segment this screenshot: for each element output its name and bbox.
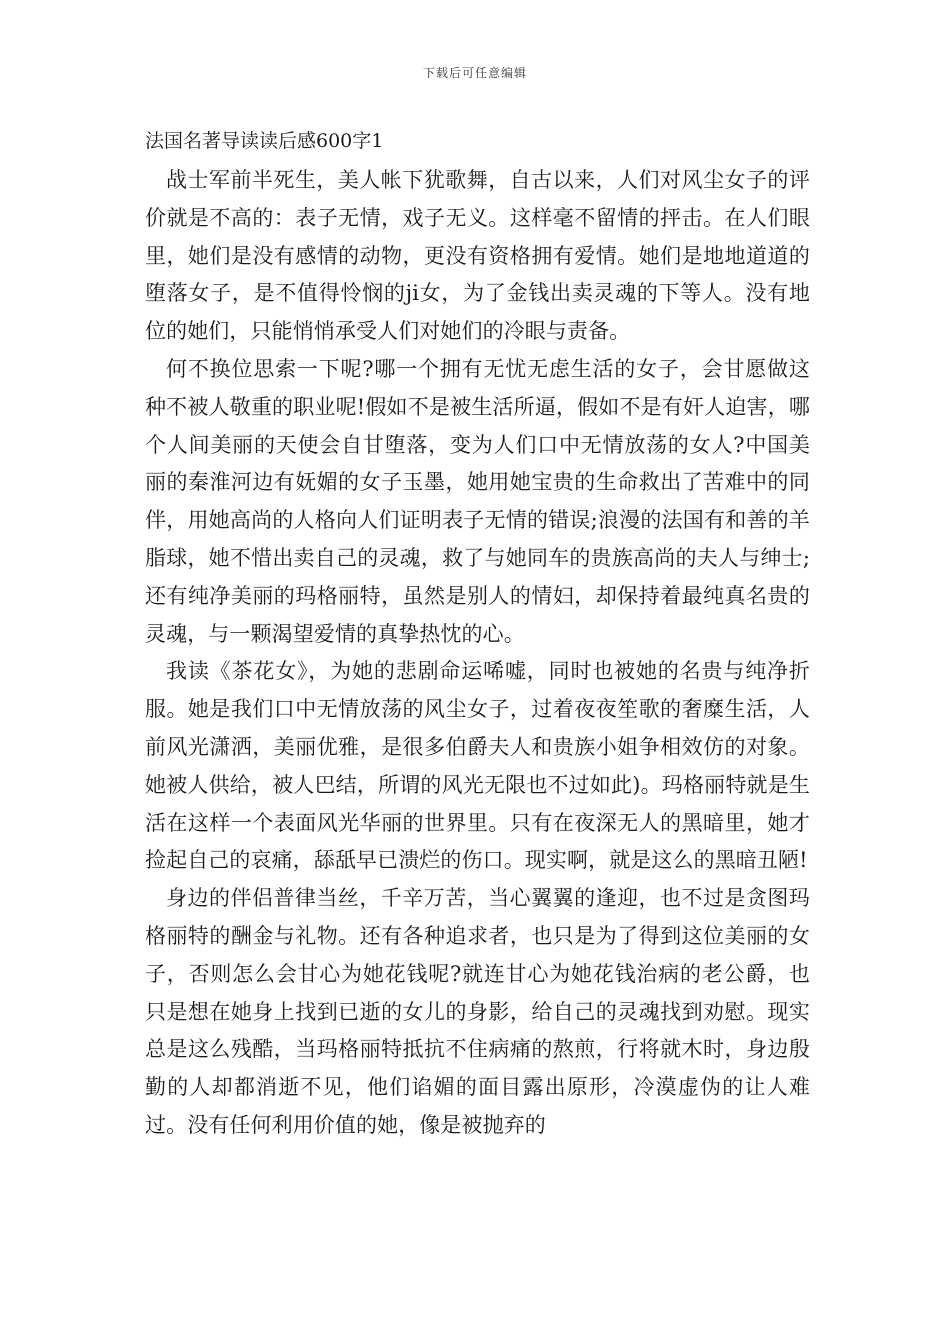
paragraph-3: 我读《茶花女》，为她的悲剧命运唏嘘，同时也被她的名贵与纯净折服。她是我们口中无情放荡的风尘女子，过着夜夜笙歌的奢糜生活，人前风光潇洒，美丽优雅，是很多伯爵夫人和贵族小姐争相效仿的对象。她被人供给，被人巴结，所谓的风光无限也不过如此)。玛格丽特就是生活在这样一个表面风光华丽的世界里。只有在夜深无人的黑暗里，她才捡起自己的哀痛，舔舐早已溃烂的伤口。现实啊，就是这么的黑暗丑陋! (145, 659, 810, 873)
paragraph-4: 身边的伴侣普律当丝，千辛万苦，当心翼翼的逢迎，也不过是贪图玛格丽特的酬金与礼物。还有各种追求者，也只是为了得到这位美丽的女子，否则怎么会甘心为她花钱呢?就连甘心为她花钱治病的老公爵，也只是想在她身上找到已逝的女儿的身影，给自己的灵魂找到劝慰。现实总是这么残酷，当玛格丽特抵抗不住病痛的熬煎，行将就木时，身边殷勤的人却都消逝不见，他们谄媚的面目露出原形，冷漠虚伪的让人难过。没有任何利用价值的她，像是被抛弃的 (145, 886, 810, 1137)
document-title: 法国名著导读读后感600字1 (145, 130, 384, 152)
page-header: 下载后可任意编辑 (422, 66, 527, 80)
document-body (145, 126, 810, 1145)
paragraph-1: 战士军前半死生，美人帐下犹歌舞，自古以来，人们对风尘女子的评价就是不高的：表子无情，戏子无义。这样毫不留情的抨击。在人们眼里，她们是没有感情的动物，更没有资格拥有爱情。她们是地地道道的堕落女子，是不值得怜悯的ji女，为了金钱出卖灵魂的下等人。没有地位的她们，只能悄悄承受人们对她们的冷眼与责备。 (145, 168, 810, 344)
paragraph-2: 何不换位思索一下呢?哪一个拥有无忧无虑生活的女子，会甘愿做这种不被人敬重的职业呢!假如不是被生活所逼，假如不是有奸人迫害，哪个人间美丽的天使会自甘堕落，变为人们口中无情放荡的女人?中国美丽的秦淮河边有妩媚的女子玉墨，她用她宝贵的生命救出了苦难中的同伴，用她高尚的人格向人们证明表子无情的错误;浪漫的法国有和善的羊脂球，她不惜出卖自己的灵魂，救了与她同车的贵族高尚的夫人与绅士;还有纯净美丽的玛格丽特，虽然是别人的情妇，却保持着最纯真名贵的灵魂，与一颗渴望爱情的真挚热忱的心。 (145, 356, 810, 646)
